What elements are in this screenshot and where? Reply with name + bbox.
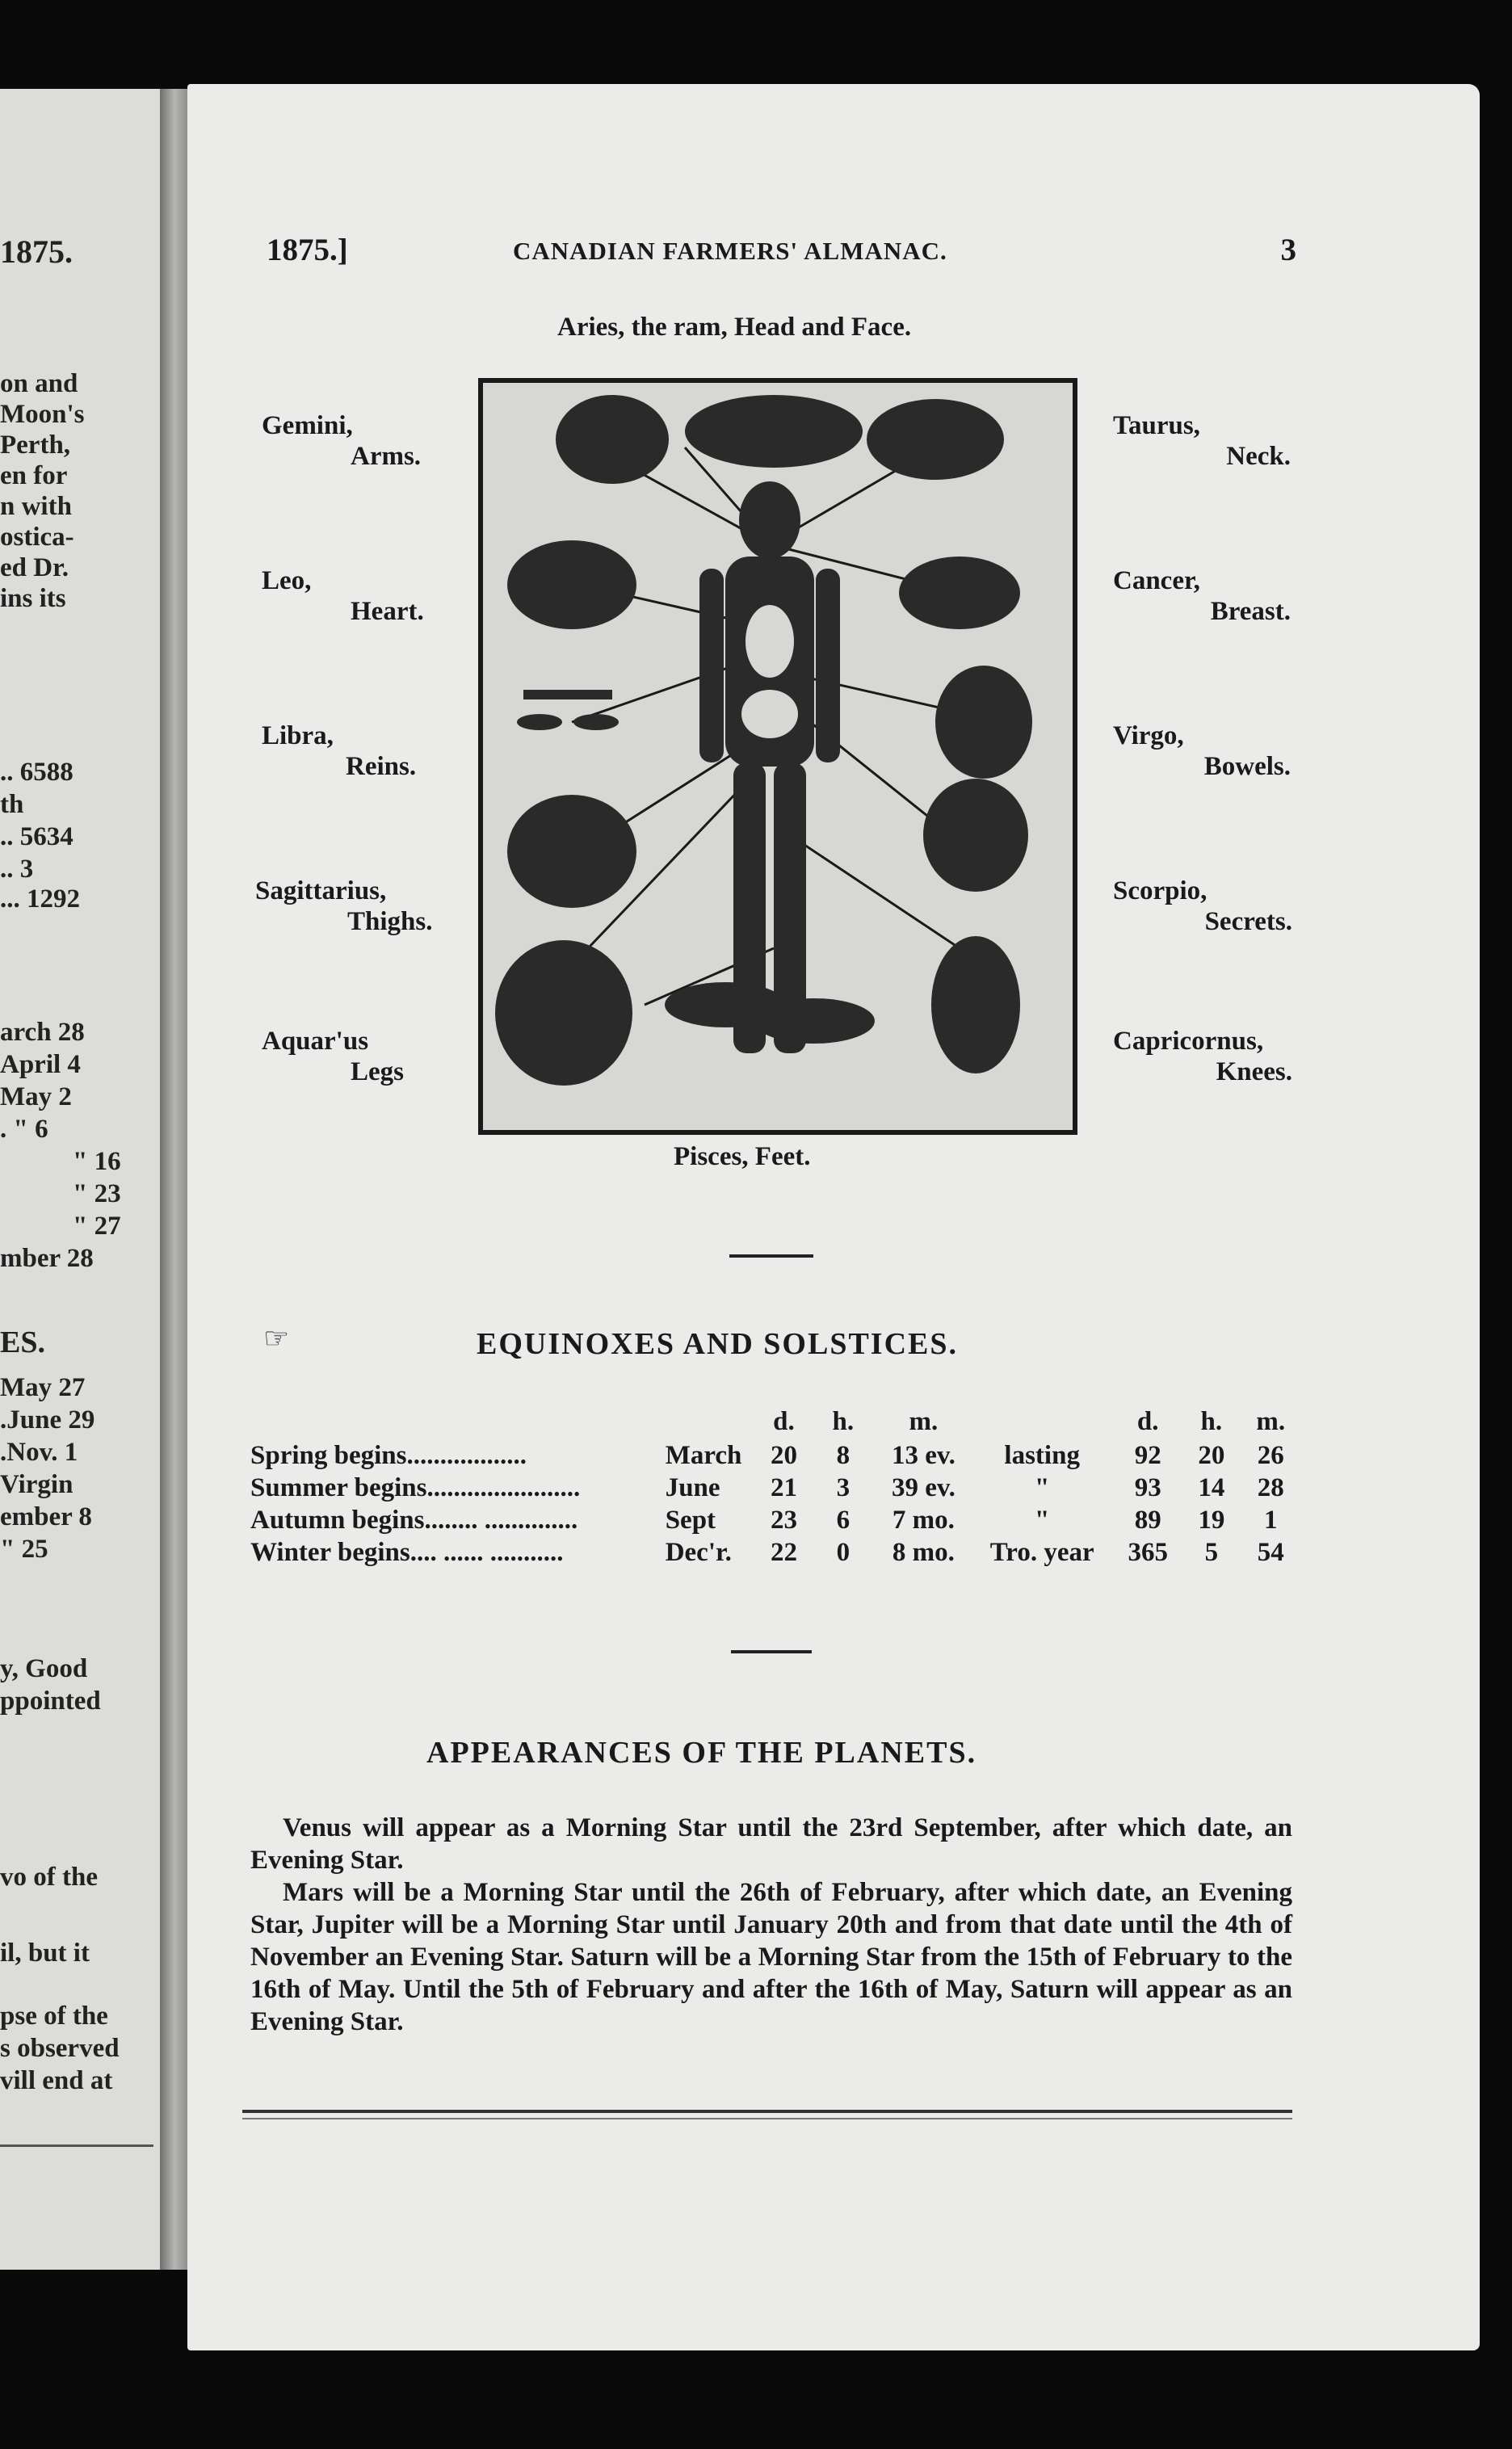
equinoxes-table	[250, 1404, 1300, 1569]
column-days: d.	[1136, 1406, 1159, 1436]
sign-body-part: Reins.	[346, 752, 417, 781]
header-title: CANADIAN FARMERS' ALMANAC.	[513, 237, 947, 265]
header-year: 1875.]	[267, 233, 348, 267]
left-line: arch 28	[0, 1018, 85, 1047]
book-gutter	[160, 89, 189, 2270]
divider-rule	[729, 1254, 813, 1258]
zodiac-man-woodcut	[478, 378, 1077, 1135]
zodiac-man-illustration	[483, 383, 1063, 1120]
event-day: 23	[770, 1505, 797, 1535]
lasting-hours: 5	[1204, 1537, 1219, 1567]
left-line: Moon's	[0, 400, 85, 429]
left-line: " 25	[0, 1535, 48, 1564]
left-line: th	[0, 790, 24, 819]
lasting-days: 93	[1134, 1472, 1161, 1502]
equinoxes-heading: EQUINOXES AND SOLSTICES.	[477, 1327, 959, 1361]
sign-capricornus	[1113, 1026, 1292, 1087]
left-line: y, Good	[0, 1654, 88, 1683]
left-line: pse of the	[0, 2002, 108, 2031]
left-line: ppointed	[0, 1687, 101, 1716]
event-hour: 0	[836, 1537, 850, 1567]
left-line: ed Dr.	[0, 553, 69, 582]
sign-name: Taurus,	[1113, 411, 1200, 440]
event-day: 21	[770, 1472, 797, 1502]
sign-body-part: Arms.	[351, 442, 422, 471]
left-rule	[0, 2144, 153, 2147]
left-line: mber 28	[0, 1244, 94, 1273]
left-line: .. 3	[0, 855, 34, 884]
sign-body-part: Secrets.	[1204, 907, 1292, 936]
sign-body-part: Breast.	[1210, 597, 1291, 626]
left-line: ember 8	[0, 1502, 92, 1531]
left-line: . " 6	[0, 1115, 48, 1144]
sign-name: Sagittarius,	[255, 876, 387, 905]
event-month: June	[665, 1472, 720, 1502]
sign-taurus	[1113, 410, 1291, 472]
sign-body-part: Neck.	[1226, 442, 1291, 471]
lasting-minutes: 26	[1257, 1440, 1284, 1470]
event-hour: 8	[836, 1440, 850, 1470]
table-header-row	[250, 1404, 1300, 1439]
event-hour: 6	[836, 1505, 850, 1535]
event-minute: 13 ev.	[892, 1440, 956, 1470]
left-line: .June 29	[0, 1405, 95, 1435]
left-line: " 27	[73, 1212, 121, 1241]
sign-body-part: Knees.	[1216, 1057, 1292, 1086]
sign-leo	[262, 565, 424, 627]
lasting-days: 89	[1134, 1505, 1161, 1535]
paragraph-venus: Venus will appear as a Morning Star until the 23rd September, after which date, an Evening Star.	[250, 1813, 1292, 1875]
sign-body-part: Thighs.	[347, 907, 433, 936]
event-name: Spring begins..................	[250, 1440, 527, 1470]
sign-name: Libra,	[262, 721, 334, 750]
event-note: "	[1035, 1505, 1050, 1535]
planets-text	[250, 1812, 1292, 2038]
left-line: .. 5634	[0, 822, 74, 851]
column-minutes: m.	[909, 1406, 939, 1436]
left-line: ins its	[0, 584, 66, 613]
left-line: vill end at	[0, 2066, 113, 2095]
sign-name: Capricornus,	[1113, 1027, 1264, 1056]
left-line: Virgin	[0, 1470, 74, 1499]
event-name: Winter begins.... ...... ...........	[250, 1537, 564, 1567]
left-line: " 23	[73, 1179, 121, 1208]
paragraph-mars-jupiter-saturn: Mars will be a Morning Star until the 26th of February, after which date, an Evening Star, Jupiter will be a Morning Star until January 20th and from that date until the 4th of November an Evening Star. Saturn will be a Morning Star from the 15th of February to the 16th of May. Until the 5th of February and after the 16th of May, Saturn will appear as an Evening Star.	[250, 1878, 1292, 2036]
table-row	[250, 1504, 1300, 1536]
lasting-minutes: 1	[1264, 1505, 1278, 1535]
bottom-rule	[242, 2110, 1292, 2113]
column-hours: h.	[1200, 1406, 1223, 1436]
lasting-hours: 20	[1198, 1440, 1225, 1470]
divider-rule	[731, 1650, 812, 1653]
left-page-year: 1875.	[0, 233, 73, 270]
left-heading: ES.	[0, 1325, 45, 1359]
event-month: Sept	[665, 1505, 716, 1535]
event-day: 20	[770, 1440, 797, 1470]
left-line: April 4	[0, 1050, 81, 1079]
left-line: ... 1292	[0, 884, 80, 914]
table-row	[250, 1472, 1300, 1504]
table-row	[250, 1439, 1300, 1472]
sign-body-part: Legs	[351, 1057, 404, 1086]
left-line: May 2	[0, 1082, 72, 1111]
event-note: "	[1035, 1472, 1050, 1502]
sign-body-part: Heart.	[351, 597, 424, 626]
sign-name: Aquar'us	[262, 1027, 369, 1056]
event-day: 22	[770, 1537, 797, 1567]
left-line: on and	[0, 369, 78, 398]
pointing-hand-icon: ☞	[263, 1322, 290, 1355]
page-number: 3	[1280, 233, 1296, 267]
lasting-days: 92	[1134, 1440, 1161, 1470]
sign-scorpio	[1113, 876, 1292, 937]
left-line: May 27	[0, 1373, 86, 1402]
left-line: .. 6588	[0, 758, 74, 787]
lasting-hours: 14	[1198, 1472, 1225, 1502]
lasting-minutes: 54	[1257, 1537, 1284, 1567]
sign-body-part: Bowels.	[1203, 752, 1291, 781]
table-row	[250, 1536, 1300, 1569]
sign-pisces: Pisces, Feet.	[674, 1142, 811, 1171]
column-hours: h.	[832, 1406, 855, 1436]
event-note: lasting	[1004, 1440, 1080, 1470]
column-minutes: m.	[1256, 1406, 1286, 1436]
left-line: " 16	[73, 1147, 121, 1176]
left-line: il, but it	[0, 1939, 90, 1968]
event-name: Summer begins.......................	[250, 1472, 581, 1502]
event-name: Autumn begins........ ..............	[250, 1505, 578, 1535]
left-line: n with	[0, 492, 72, 521]
sign-cancer	[1113, 565, 1291, 627]
event-month: March	[665, 1440, 742, 1470]
sign-name: Virgo,	[1113, 721, 1184, 750]
left-line: ostica-	[0, 523, 74, 552]
left-line: en for	[0, 461, 68, 490]
left-line: vo of the	[0, 1863, 98, 1892]
sign-name: Leo,	[262, 566, 312, 595]
event-note: Tro. year	[989, 1537, 1094, 1567]
sign-aquarius	[262, 1026, 404, 1087]
left-page-fragment	[0, 89, 162, 2270]
left-line: Perth,	[0, 431, 71, 460]
left-line: .Nov. 1	[0, 1438, 78, 1467]
sign-name: Cancer,	[1113, 566, 1200, 595]
lasting-minutes: 28	[1257, 1472, 1284, 1502]
event-month: Dec'r.	[665, 1537, 732, 1567]
sign-sagittarius	[255, 876, 432, 937]
lasting-hours: 19	[1198, 1505, 1225, 1535]
sign-virgo	[1113, 720, 1291, 782]
zodiac-title: Aries, the ram, Head and Face.	[557, 313, 912, 342]
sign-name: Gemini,	[262, 411, 353, 440]
event-hour: 3	[836, 1472, 850, 1502]
left-line: s observed	[0, 2034, 120, 2063]
sign-libra	[262, 720, 416, 782]
running-head	[267, 232, 1296, 280]
lasting-days: 365	[1128, 1537, 1168, 1567]
event-minute: 7 mo.	[892, 1505, 955, 1535]
bottom-rule-thin	[242, 2118, 1292, 2119]
sign-gemini	[262, 410, 421, 472]
column-days: d.	[773, 1406, 795, 1436]
sign-name: Scorpio,	[1113, 876, 1208, 905]
planets-heading: APPEARANCES OF THE PLANETS.	[426, 1736, 977, 1770]
event-minute: 8 mo.	[892, 1537, 955, 1567]
event-minute: 39 ev.	[892, 1472, 956, 1502]
